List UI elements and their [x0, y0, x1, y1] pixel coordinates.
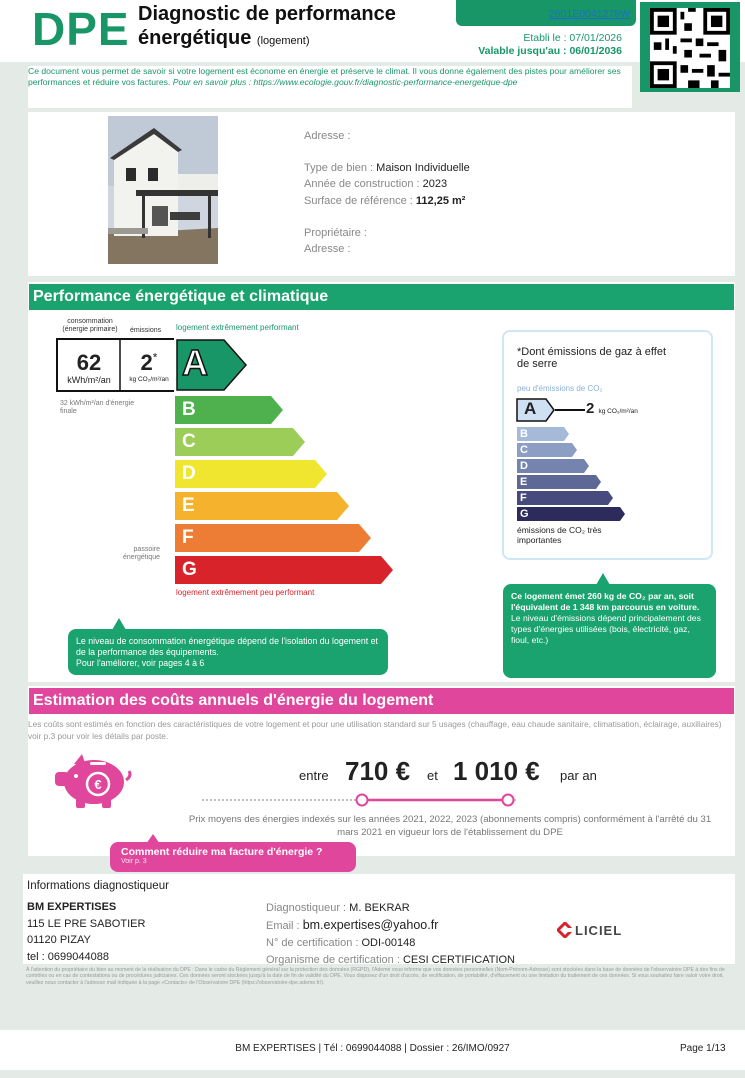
energy-class-bar-e: [175, 492, 349, 520]
company-block: BM EXPERTISES 115 LE PRE SABOTIER 01120 PIZAY tel : 0699044088: [27, 901, 146, 963]
bottom-performance-label: logement extrêmement peu performant: [176, 588, 315, 597]
address-line: Adresse :: [304, 130, 351, 142]
diagnostician-email: Email : bm.expertises@yahoo.fr: [266, 918, 439, 932]
co2-class-bar-f: [517, 491, 613, 505]
emissions-unit: kg CO₂/m²/an: [129, 376, 169, 383]
cost-low: 710 €: [345, 756, 411, 786]
costs-title: Estimation des coûts annuels d'énergie du logement: [29, 688, 734, 714]
energy-class-label-f: F: [182, 527, 194, 548]
co2-note: Ce logement émet 260 kg de CO₂ par an, soit l'équivalent de 1 348 km parcourus en voiture. Le niveau d'émissions dépend principalement des types d'énergies utilisées (bois, électricité, gaz, fioul, etc.): [503, 584, 716, 678]
co2-class-label-e: E: [520, 476, 528, 488]
intro-text: Ce document vous permet de savoir si votre logement est économe en énergie et préserve le climat. Il vous donne également des pistes pour améliorer ses performances et réduire vos factures. Pour en savoir plus : https://www.ecologie.gouv.fr/diagnostic-performance-energetique-dpe: [28, 66, 632, 108]
ghg-note: *Dont émissions de gaz à effet de serre: [517, 346, 666, 370]
property-card: [28, 112, 735, 276]
energy-note: Le niveau de consommation énergétique dépend de l'isolation du logement et de la performance des équipements. Pour l'améliorer, voir pages 4 à 6: [68, 629, 388, 675]
energy-class-label-c: C: [182, 431, 196, 452]
reference-surface: Surface de référence : 112,25 m²: [304, 195, 466, 207]
co2-value: 2 kg CO₂/m²/an: [586, 400, 638, 417]
footer-info: BM EXPERTISES | Tél : 0699044088 | Dossier : 26/IMO/0927: [235, 1043, 510, 1054]
consumption-header: consommation (énergie primaire): [62, 318, 118, 333]
consumption-value: 62: [76, 350, 102, 375]
co2-top-label: peu d'émissions de CO₂: [517, 384, 603, 393]
co2-class-label-f: F: [520, 492, 527, 504]
cost-and: et: [427, 768, 438, 783]
prices-note: Prix moyens des énergies indexés sur les années 2021, 2022, 2023 (abonnements compris) conformément à l'arrêté du 31 mars 2021 en vigueur lors de l'établissement du DPE: [188, 814, 712, 838]
co2-class-label-b: B: [520, 428, 528, 440]
top-performance-label: logement extrêmement performant: [176, 323, 299, 332]
energy-class-label-e: E: [182, 495, 195, 516]
piggy-bank-icon: [52, 752, 134, 810]
svg-text:€: €: [94, 777, 102, 792]
co2-class-bar-g: [517, 507, 625, 521]
property-type: Type de bien : Maison Individuelle: [304, 162, 470, 174]
house-photo: [108, 116, 218, 264]
diagnostician-details: [266, 900, 515, 969]
owner-address: Adresse :: [304, 243, 351, 255]
co2-bottom-label: émissions de CO₂ très importantes: [517, 525, 602, 545]
certification-number: N° de certification : ODI-00148: [266, 937, 416, 949]
page-number: Page 1/13: [680, 1043, 726, 1054]
dates: [430, 32, 622, 58]
liciel-logo: LICIEL: [575, 923, 623, 938]
emissions-header: émissions: [130, 327, 162, 334]
emissions-value: 2*: [140, 350, 158, 375]
energy-class-label-g: G: [182, 559, 197, 580]
cost-range-bar: [200, 792, 520, 808]
co2-connector: [555, 409, 585, 411]
footer: [0, 1030, 745, 1070]
construction-year: Année de construction : 2023: [304, 178, 448, 190]
dpe-logo: DPE: [32, 3, 130, 55]
owner: Propriétaire :: [304, 227, 367, 239]
energy-class-label-b: B: [182, 399, 196, 420]
diagnostician-name: Diagnostiqueur : M. BEKRAR: [266, 902, 410, 914]
established-date: Etabli le : 07/01/2026: [523, 32, 622, 44]
legal-notice: À l'attention du propriétaire du bien au moment de la réalisation du DPE : Dans le cadre du Règlement général sur la protection des données (RGPD), l'Ademe vous informe que vos données personnelles (Nom-Prénom-Adresse) sont stockées dans la base de données de l'observatoire DPE à des fins de contrôles ou en cas de contestations ou de procédures judiciaires. Ces données seront stockées jusqu'à la date de fin de validité du DPE. Vous disposez d'un droit d'accès, de rectification, de portabilité, d'effacement ou une limitation du traitement de ces données. Si vous souhaitez faire valoir votre droit, veuillez nous contacter à l'adresse mail indiquée à la page «Contacts» de l'Observatoire DPE (https://observatoire-dpe.ademe.fr/).: [26, 967, 725, 986]
co2-class-label-g: G: [520, 508, 529, 520]
certification-org: Organisme de certification : CESI CERTIFICATION: [266, 954, 515, 966]
cost-high: 1 010 €: [453, 756, 540, 786]
consumption-unit: kWh/m²/an: [67, 375, 111, 385]
more-info-link[interactable]: Pour en savoir plus : https://www.ecologie.gouv.fr/diagnostic-performance-energetique-dpe: [172, 77, 518, 87]
dpe-number: n° : 2601E0041278W: [530, 8, 630, 20]
cost-between: entre: [299, 768, 329, 783]
performance-title: Performance énergétique et climatique: [29, 284, 734, 310]
qr-code-icon: [650, 8, 730, 88]
diagnostician-title: Informations diagnostiqueur: [27, 880, 169, 892]
valid-until-date: Valable jusqu'au : 06/01/2036: [478, 45, 622, 57]
energy-class-bar-g: [175, 556, 393, 584]
dpe-number-link[interactable]: 2601E0041278W: [548, 8, 630, 20]
co2-panel: [502, 330, 713, 560]
energy-rating: A: [182, 342, 208, 383]
costs-intro: Les coûts sont estimés en fonction des caractéristiques de votre logement et pour une utilisation standard sur 5 usages (chauffage, eau chaude sanitaire, climatisation, éclairage, auxiliaires) voir p.3 pour voir les détails par poste.: [28, 719, 722, 741]
co2-rating: A: [524, 399, 537, 418]
qr-code[interactable]: [640, 2, 740, 92]
energy-class-label-d: D: [182, 463, 196, 484]
energy-class-bar-f: [175, 524, 371, 552]
co2-class-bar-e: [517, 475, 601, 489]
energy-class-bar-d: [175, 460, 327, 488]
page-title: Diagnostic de performance énergétique (logement): [138, 3, 396, 49]
co2-class-label-c: C: [520, 444, 528, 456]
final-energy: 32 kWh/m²/an d'énergie finale: [60, 400, 135, 415]
co2-class-label-d: D: [520, 460, 528, 472]
reduce-bill-button[interactable]: Comment réduire ma facture d'énergie ? Voir p. 3: [110, 842, 356, 872]
passoire-label: passoire énergétique: [123, 546, 160, 561]
liciel-logo-icon: [557, 922, 573, 938]
cost-per-year: par an: [560, 768, 597, 783]
